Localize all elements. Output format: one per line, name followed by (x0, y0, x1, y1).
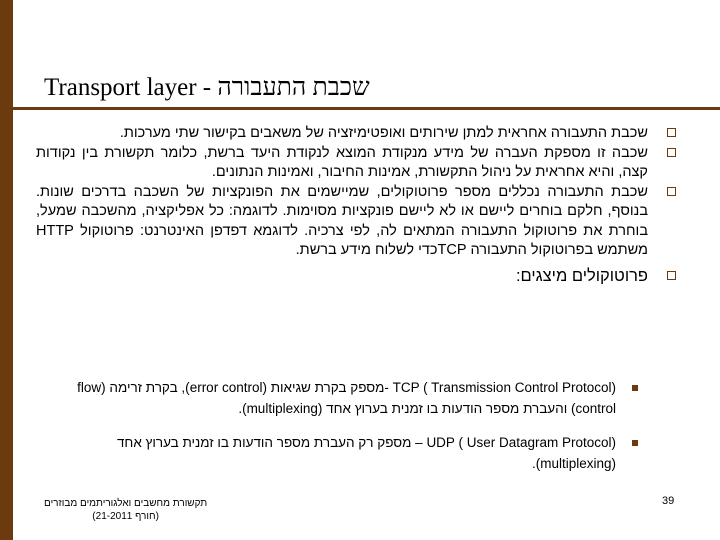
footer-course (44, 497, 207, 523)
bullet-item (36, 124, 648, 144)
sub-bullet-marker-icon (632, 385, 638, 391)
footer-course-name: תקשורת מחשבים ואלגוריתמים מבוזרים (44, 498, 208, 509)
footer-term: (חורף 21-2011) (92, 511, 159, 522)
sub-bullet-tcp (36, 377, 616, 419)
sub-bullet-text: UDP ( User Datagram Protocol) – מספק רק העברת מספר הודעות בו זמנית בערוץ אחד (multiplexing). (116, 435, 616, 471)
title-divider (13, 107, 720, 110)
bullet-list (36, 124, 648, 286)
bullet-item (36, 144, 648, 183)
bullet-marker-icon (667, 187, 676, 196)
sidebar-accent-bar (0, 0, 13, 540)
bullet-text: פרוטוקולים מיצגים: (515, 266, 648, 285)
bullet-text: שכבה זו מספקת העברה של מידע מנקודת המוצא לנקודת היעד ברשת, כלומר תקשורת בין נקודות קצה, והיא אחראית על ניהול התקשורת, אמינות החיבור, ואמינות הנתונים. (36, 144, 648, 180)
bullet-text: שכבת התעבורה נכללים מספר פרוטוקולים, שמיישמים את הפונקציות של השכבה בדרכים שונות. בנוסף, חלקם בוחרים ליישם או לא ליישם פונקציות מסוימות. לדוגמה: כל אפליקציה, מהשכבה שמעל, בוחרת את פרוטוקול התעבורה המתאים לה, לפי צרכיה. לדוגמא דפדפן האינטרנט: פרוטוקול HTTP משתמש בפרוטוקול התעבורה TCPכדי לשלוח מידע ברשת. (36, 183, 648, 258)
title-english: Transport layer - (44, 74, 212, 101)
page-number: 39 (662, 495, 675, 507)
title-hebrew: שכבת התעבורה (217, 74, 370, 101)
bullet-marker-icon (667, 148, 676, 157)
bullet-text: שכבת התעבורה אחראית למתן שירותים ואופטימיזציה של משאבים בקישור שתי מערכות. (119, 125, 648, 141)
bullet-marker-icon (667, 271, 676, 280)
sub-bullet-udp (36, 432, 616, 474)
bullet-item (36, 183, 648, 261)
slide-title (44, 74, 370, 102)
sub-bullet-marker-icon (632, 440, 638, 446)
sub-bullet-text: TCP ( Transmission Control Protocol) -מספק בקרת שגיאות (error control), בקרת זרימה (flow control) והעברת מספר הודעות בו זמנית בערוץ אחד (multiplexing). (77, 380, 616, 416)
bullet-marker-icon (667, 128, 676, 137)
bullet-item (36, 267, 648, 287)
